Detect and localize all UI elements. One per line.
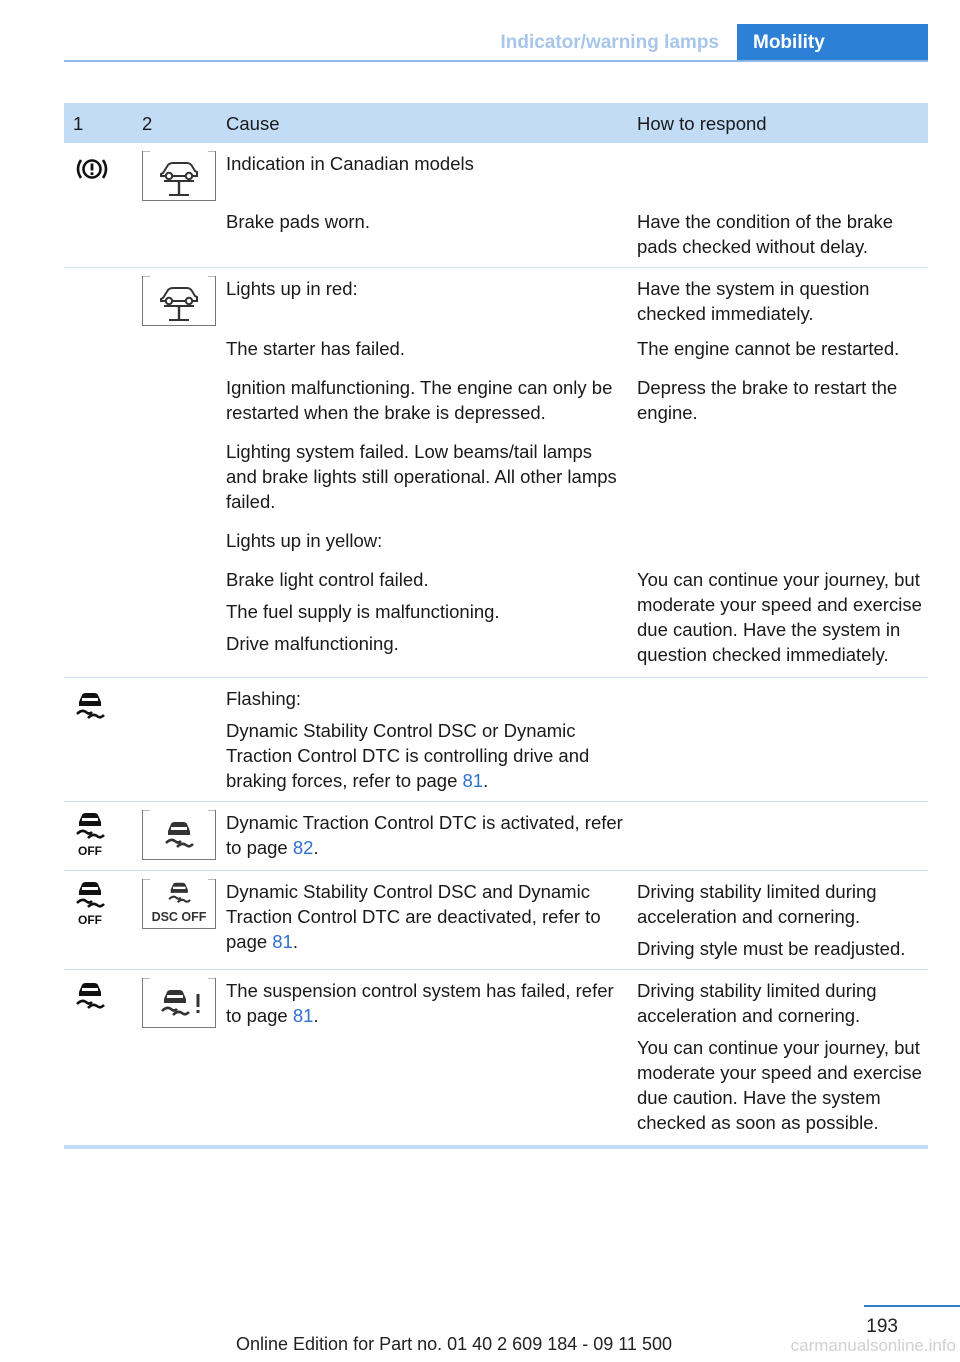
cause-text: Ignition malfunctioning. The engine can only be restarted when the brake is depressed. [226,377,613,423]
dsc-off-text-icon [142,879,216,929]
table-row [64,268,928,327]
respond-text: The engine cannot be restarted. [637,338,900,359]
table-row [64,553,928,678]
respond-text: Driving stability limited during acceleration and cornering. [637,980,877,1026]
respond-text: Driving stability limited during acceleration and cornering. [637,881,877,927]
cause-text: Dynamic Stability Control DSC or Dynamic Traction Control DTC is controlling drive and braking forces, refer to page 81. [226,720,590,791]
page-link[interactable]: 81 [462,770,484,791]
car-on-lift-icon [142,151,216,201]
yellow-label: Lights up in yellow: [226,530,383,551]
table-row [64,970,928,1148]
column-header-cause: Cause [217,103,628,143]
table-row [64,326,928,361]
svg-text:OFF: OFF [78,844,102,856]
page-link[interactable]: 81 [292,1005,314,1026]
indicator-lamp-table [64,103,928,1149]
dsc-warning-icon [142,978,216,1028]
respond-text: You can continue your journey, but moderate your speed and exercise due caution. Have the system in question checked immediately. [637,569,922,665]
column-header-respond: How to respond [628,103,928,143]
cause-text: Drive malfunctioning. [226,633,399,654]
page-link[interactable]: 82 [292,837,314,858]
page-link[interactable]: 81 [272,931,293,952]
dsc-off-icon-label: DSC OFF [151,910,207,924]
table-row [64,802,928,871]
respond-text: Have the condition of the brake pads checked without delay. [637,211,894,257]
cause-text: The fuel supply is malfunctioning. [226,601,500,622]
cause-text: The suspension control system has failed, refer to page 81. [226,980,614,1026]
watermark: carmanualsonline.info [790,1336,956,1355]
table-row [64,871,928,970]
brake-warning-icon [73,155,111,183]
section-title: Indicator/warning lamps [500,32,719,53]
dsc-off-icon [73,881,107,925]
flashing-label: Flashing: [226,688,302,709]
cause-text: Dynamic Stability Control DSC and Dynamic Traction Control DTC are deactivated, refer to page 81. [226,881,601,952]
dsc-off-icon [73,812,107,856]
header-rule [64,60,928,62]
red-label: Lights up in red: [226,278,358,299]
respond-text: Have the system in question checked immediately. [637,278,870,324]
dsc-skid-icon [73,692,107,720]
footer-rule [864,1305,960,1307]
cause-text: Lighting system failed. Low beams/tail lamps and brake lights still operational. All other lamps failed. [226,441,617,512]
table-row [64,201,928,268]
table-header-row [64,103,928,143]
cause-text: Brake light control failed. [226,569,429,590]
car-on-lift-icon [142,276,216,326]
column-header-1: 1 [64,103,133,143]
respond-text: Driving style must be readjusted. [637,938,906,959]
column-header-2: 2 [133,103,217,143]
chapter-tab[interactable]: Mobility [737,24,928,61]
table-row [64,361,928,553]
table-row [64,143,928,201]
cause-text: The starter has failed. [226,338,405,359]
respond-text: You can continue your journey, but moderate your speed and exercise due caution. Have the system checked as soon as possible. [637,1037,922,1133]
dsc-skid-icon [73,982,107,1010]
cause-text: Dynamic Traction Control DTC is activated, refer to page 82. [226,812,623,858]
dsc-skid-icon [142,810,216,860]
edition-text: Online Edition for Part no. 01 40 2 609 184 - 09 11 500 [236,1334,672,1354]
page-number: 193 [866,1316,898,1337]
canadian-models-note: Indication in Canadian models [226,153,474,174]
svg-text:OFF: OFF [78,913,102,925]
table-row [64,678,928,802]
respond-text: Depress the brake to restart the engine. [637,377,898,423]
cause-text: Brake pads worn. [226,211,370,232]
